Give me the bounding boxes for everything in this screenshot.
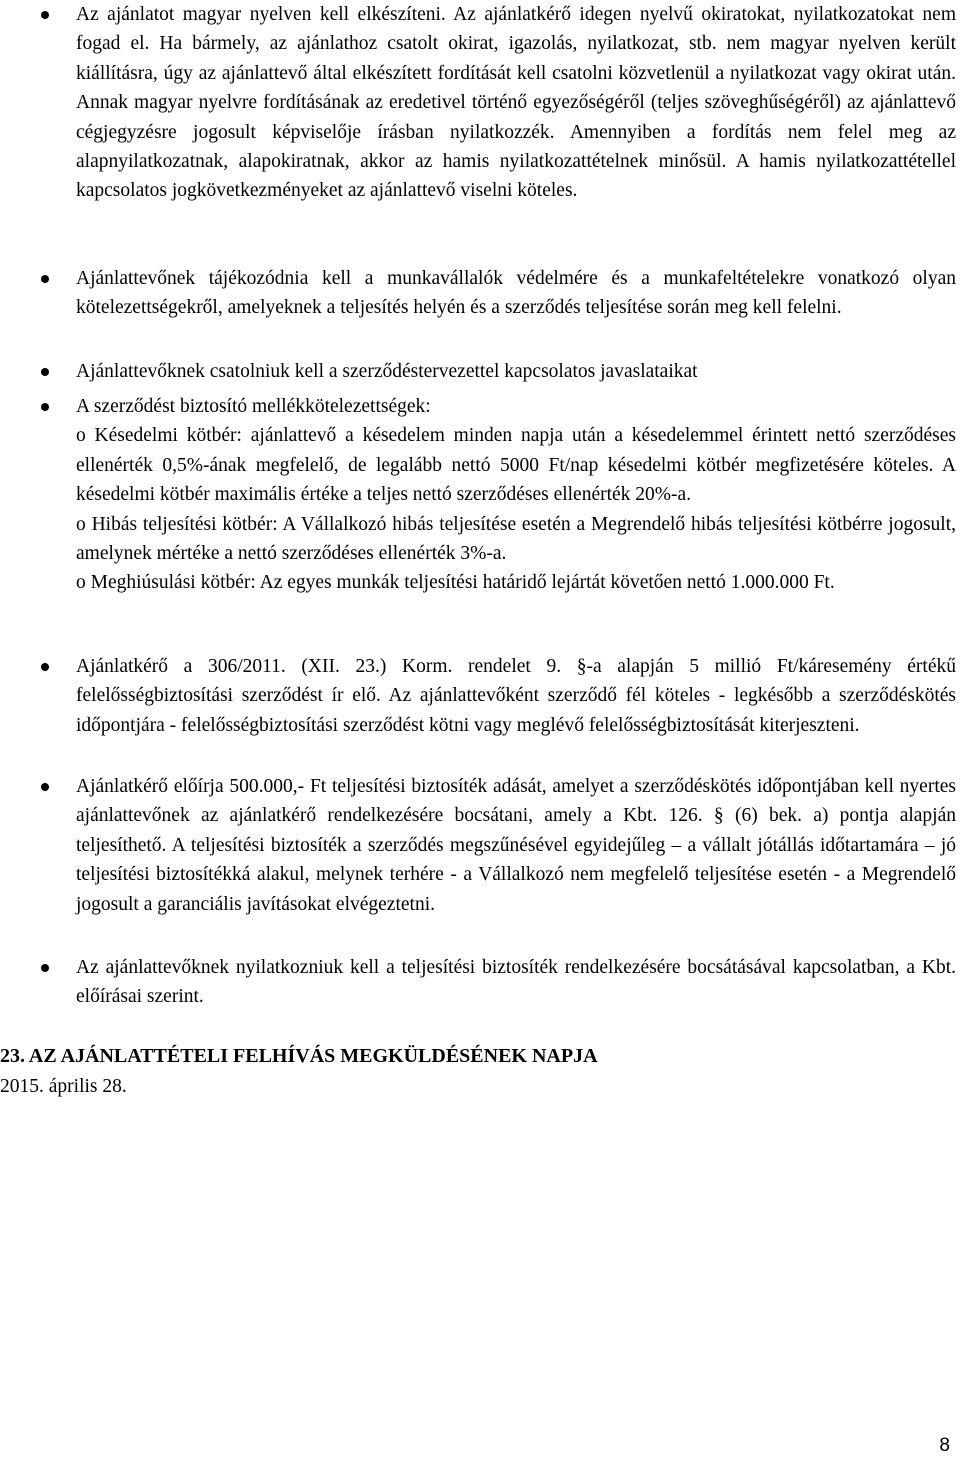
- list-item: [0, 264, 960, 323]
- list-item: [0, 357, 960, 386]
- sub-item-text: o Meghiúsulási kötbér: Az egyes munkák teljesítési határidő lejártát követően nettó 1.000.000 Ft.: [76, 572, 835, 594]
- sub-item-text: o Hibás teljesítési kötbér: A Vállalkozó hibás teljesítése esetén a Megrendelő hibás teljesítési kötbérre jogosult, amelynek mértéke a nettó szerződéses ellenérték 3%-a.: [76, 513, 956, 565]
- list-item-text: Az ajánlattevőknek nyilatkozniuk kell a teljesítési biztosíték rendelkezésére bocsátásával kapcsolatban, a Kbt. előírásai szerint.: [76, 957, 956, 1008]
- list-item-text: Az ajánlatot magyar nyelven kell elkészíteni. Az ajánlatkérő idegen nyelvű okiratokat, nyilatkozatokat nem fogad el. Ha bármely, az ajánlathoz csatolt okirat, igazolás, nyilatkozat, stb. nem magyar nyelven került kiállításra, úgy az ajánlattevő által elkészített fordítását kell csatolni közvetlenül a nyilatkozat vagy okirat után. Annak magyar nyelvre fordításának az eredetivel történő egyezőségéről (teljes szöveghűségéről) az ajánlattevő cégjegyzésre jogosult képviselője írásban nyilatkozzék. Amennyiben a fordítás nem felel meg az alapnyilatkozatnak, alapokiratnak, akkor az hamis nyilatkozattételnek minősül. A hamis nyilatkozattétellel kapcsolatos jogkövetkezményeket az ajánlattevő viselni köteles.: [76, 4, 956, 202]
- list-item-text: Ajánlatkérő a 306/2011. (XII. 23.) Korm. rendelet 9. §-a alapján 5 millió Ft/káresemény értékű felelősségbiztosítási szerződést ír elő. Az ajánlattevőként szerződő fél köteles - legkésőbb a szerződéskötés időpontjára - felelősségbiztosítási szerződést kötni vagy meglévő felelősségbiztosítását kiterjeszteni.: [76, 656, 956, 736]
- list-item: [0, 0, 960, 206]
- list-item: [0, 953, 960, 1012]
- bullet-icon: [41, 11, 49, 19]
- bullet-icon: [41, 964, 49, 972]
- list-item-text: Ajánlatkérő előírja 500.000,- Ft teljesítési biztosíték adását, amelyet a szerződéskötés időpontjában kell nyertes ajánlattevőnek az ajánlatkérő rendelkezésére bocsátani, amely a Kbt. 126. § (6) bek. a) pontja alapján teljesíthető. A teljesítési biztosíték a szerződés megszűnésével egyidejűleg – a vállalt jótállás időtartamára – jó teljesítési biztosítékká alakul, melynek terhére - a Vállalkozó nem megfelelő teljesítése esetén - a Megrendelő jogosult a garanciális javításokat elvégeztetni.: [76, 776, 956, 915]
- bullet-icon: [41, 275, 49, 283]
- list-item: [0, 392, 960, 598]
- bullet-icon: [41, 368, 49, 376]
- list-item: [0, 652, 960, 740]
- list-item-text: Ajánlattevőnek tájékozódnia kell a munkavállalók védelmére és a munkafeltételekre vonatkozó olyan kötelezettségekről, amelyeknek a teljesítés helyén és a szerződés teljesítése során meg kell felelni.: [76, 268, 956, 319]
- list-item-text: A szerződést biztosító mellékkötelezettségek:: [76, 396, 431, 417]
- page-number: 8: [939, 1435, 950, 1456]
- bullet-icon: [41, 403, 49, 411]
- list-item-text: Ajánlattevőknek csatolniuk kell a szerződéstervezettel kapcsolatos javaslataikat: [76, 361, 698, 382]
- bullet-icon: [41, 783, 49, 791]
- section-date: 2015. április 28.: [0, 1076, 127, 1097]
- bullet-icon: [41, 663, 49, 671]
- sub-item-text: o Késedelmi kötbér: ajánlattevő a késedelem minden napja után a késedelemmel érintett nettó szerződéses ellenérték 0,5%-ának megfelelő, de legalább nettó 5000 Ft/nap késedelmi kötbér megfizetésére köteles. A késedelmi kötbér maximális értéke a teljes nettó szerződéses ellenérték 20%-a.: [76, 425, 956, 506]
- list-item: [0, 772, 960, 919]
- section-heading: 23. AZ AJÁNLATTÉTELI FELHÍVÁS MEGKÜLDÉSÉNEK NAPJA: [0, 1045, 598, 1067]
